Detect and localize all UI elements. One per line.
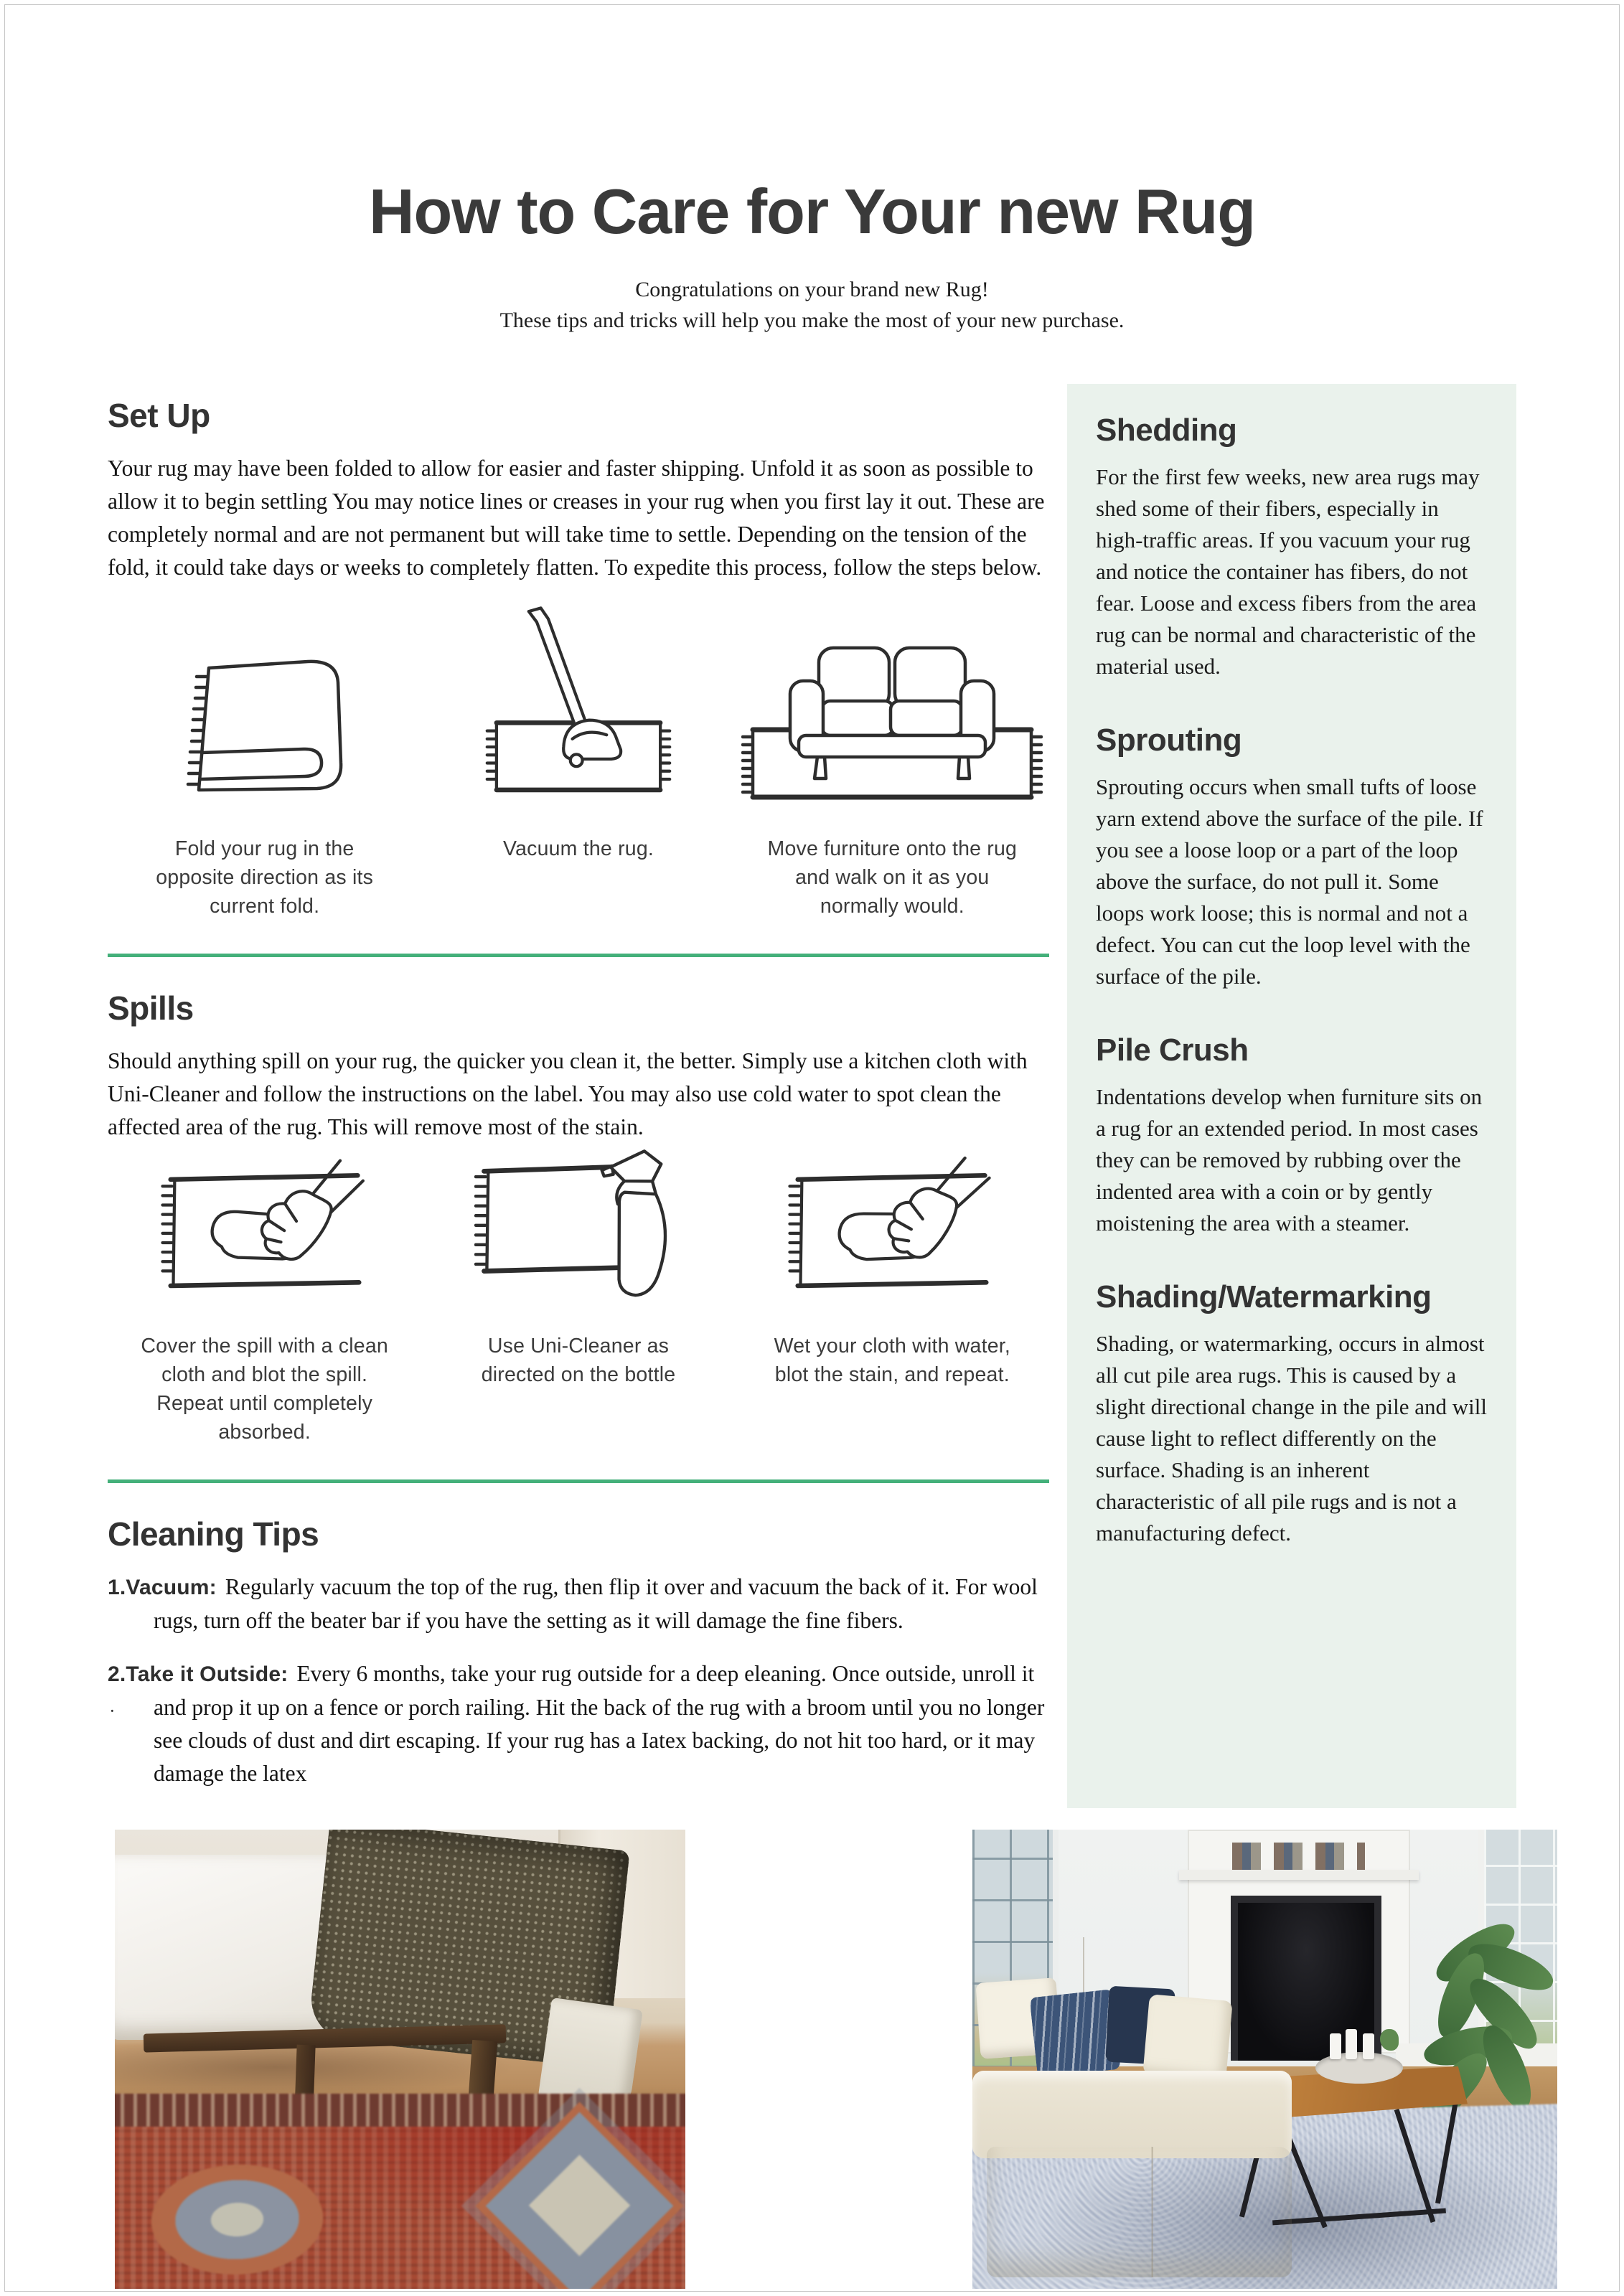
subtitle-line-2: These tips and tricks will help you make the most of your new purchase. bbox=[499, 309, 1125, 332]
setup-steps bbox=[108, 591, 1049, 921]
sidebar-section-pile-crush bbox=[1096, 1032, 1488, 1239]
spills-body: Should anything spill on your rug, the quicker you clean it, the better. Simply use a kitchen cloth with Uni-Cleaner and follow the instructions on the label. You may also use cold water to spot clean the affected area of the rug. This will remove most of the stain. bbox=[108, 1048, 1028, 1139]
shedding-heading: Shedding bbox=[1096, 413, 1237, 448]
spills-heading: Spills bbox=[108, 989, 194, 1027]
spills-step-spray-caption: Use Uni-Cleaner as directed on the bottle bbox=[481, 1335, 676, 1386]
cleaning-tips-list bbox=[108, 1571, 1049, 1790]
sprouting-body: Sprouting occurs when small tufts of loose yarn extend above the surface of the pile. If you see a loose loop or a part of the loop above the surface, do not pull it. Some loops work loose; this is normal and not a defect. You can cut the loop level with the surface of the pile. bbox=[1096, 774, 1483, 989]
sofa-on-rug-icon bbox=[741, 616, 1043, 810]
pile-crush-heading: Pile Crush bbox=[1096, 1032, 1249, 1068]
sidebar-section-sprouting bbox=[1096, 723, 1488, 992]
main-column bbox=[108, 396, 1049, 1810]
cleaning-tip-vacuum bbox=[108, 1571, 1049, 1637]
shading-heading: Shading/Watermarking bbox=[1096, 1279, 1432, 1314]
subtitle-line-1: Congratulations on your brand new Rug! bbox=[635, 278, 989, 301]
wet-cloth-icon bbox=[784, 1146, 1000, 1307]
pile-crush-body: Indentations develop when furniture sits on a rug for an extended period. In most cases they can be removed by rubbing over the indented area with a coin or by gently moistening the area with a steamer. bbox=[1096, 1084, 1483, 1236]
cleaning-tip-vacuum-text: Regularly vacuum the top of the rug, then flip it over and vacuum the back of it. For wool rugs, turn off the beater bar if you have the setting as it will damage the fine fibers. bbox=[154, 1574, 1038, 1633]
sprouting-heading: Sprouting bbox=[1096, 723, 1242, 758]
setup-step-fold bbox=[108, 591, 421, 921]
cleaning-tip-vacuum-label: 1.Vacuum: bbox=[108, 1576, 217, 1599]
photo-living-room-rug bbox=[972, 1830, 1557, 2289]
oriental-rug bbox=[115, 2094, 685, 2289]
setup-step-vacuum bbox=[421, 591, 735, 921]
cleaning-tip-outside-label: 2.Take it Outside: bbox=[108, 1662, 288, 1686]
sidebar-section-shading bbox=[1096, 1279, 1488, 1549]
spills-steps bbox=[108, 1151, 1049, 1446]
setup-step-furniture-caption: Move furniture onto the rug and walk on it as you normally would. bbox=[767, 837, 1018, 918]
cleaning-tip-outside-text: Every 6 months, take your rug outside for a deep eleaning. Once outside, unroll it and prop it up on a fence or porch railing. Hit the back of the rug with a broom until you no longer see clouds of dust and dirt escaping. If your rug has a Iatex backing, do not hit too hard, or it may damage the latex bbox=[154, 1661, 1045, 1786]
section-divider-2 bbox=[108, 1479, 1049, 1483]
spills-step-wet bbox=[736, 1151, 1049, 1446]
shading-body: Shading, or watermarking, occurs in almost all cut pile area rugs. This is caused by a slight directional change in the pile and will cause light to reflect differently on the surface. Shading is an inherent characteristic of all pile rugs and is not a manufacturing defect. bbox=[1096, 1331, 1487, 1545]
stray-dot: · bbox=[109, 1700, 116, 1721]
cream-pillow-2 bbox=[1142, 1994, 1232, 2081]
page-title: How to Care for Your new Rug bbox=[368, 176, 1256, 247]
shedding-body: For the first few weeks, new area rugs may shed some of their fibers, especially in high-traffic areas. If you vacuum your rug and notice the container has fibers, do not fear. Loose and excess fibers from the area rug can be normal and characteristic of the material used. bbox=[1096, 464, 1480, 679]
setup-step-vacuum-caption: Vacuum the rug. bbox=[502, 837, 654, 860]
vacuum-icon bbox=[484, 602, 672, 810]
blot-cloth-icon bbox=[157, 1146, 372, 1307]
setup-body: Your rug may have been folded to allow for easier and faster shipping. Unfold it as soon as possible to allow it to begin settling You may notice lines or creases in your rug when you first lay it out. These are completely normal and are not permanent but will take time to settle. Depending on the tension of the fold, it could take days or weeks to completely flatten. To expedite this process, follow the steps below. bbox=[108, 456, 1045, 580]
sectional-sofa bbox=[972, 1937, 1306, 2282]
page-subtitle bbox=[0, 274, 1624, 336]
folded-rug-icon bbox=[157, 638, 372, 810]
setup-step-fold-caption: Fold your rug in the opposite direction as its current fold. bbox=[156, 837, 374, 918]
setup-step-furniture bbox=[736, 591, 1049, 921]
cleaning-tips-heading: Cleaning Tips bbox=[108, 1515, 319, 1553]
spills-step-wet-caption: Wet your cloth with water, blot the stain, and repeat. bbox=[774, 1335, 1010, 1386]
cleaning-tip-outside bbox=[108, 1657, 1049, 1790]
section-divider bbox=[108, 954, 1049, 957]
spills-step-spray bbox=[421, 1151, 735, 1446]
spray-bottle-icon bbox=[474, 1134, 682, 1307]
info-sidebar bbox=[1067, 384, 1516, 1808]
setup-heading: Set Up bbox=[108, 397, 210, 434]
sidebar-section-shedding bbox=[1096, 413, 1488, 682]
photo-bedroom-rug bbox=[115, 1830, 685, 2289]
spills-step-blot-caption: Cover the spill with a clean cloth and blot the spill. Repeat until completely absorbed. bbox=[141, 1335, 388, 1444]
spills-step-blot bbox=[108, 1151, 421, 1446]
under-bed-shadow bbox=[115, 2036, 517, 2098]
